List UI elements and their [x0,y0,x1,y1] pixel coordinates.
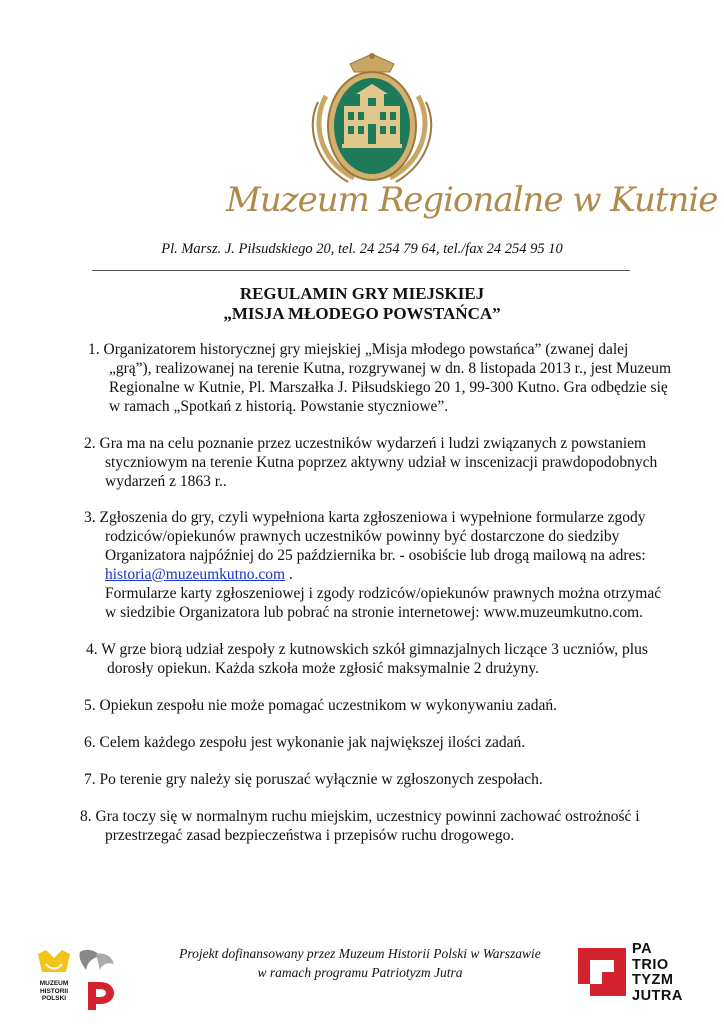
rule-text-continued: Formularze karty zgłoszeniowej i zgody rodziców/opiekunów prawnych można otrzymać w siedzibie Organizatora lub pobrać na stronie internetowej: www.muzeumkutno.com. [105,585,662,621]
mhp-emblem-icon [34,946,124,980]
rule-item [84,508,672,622]
museum-logo-text: Muzeum Regionalne w Kutnie [226,180,718,220]
rule-text: Celem każdego zespołu jest wykonanie jak największej ilości zadań. [99,734,526,751]
rule-number: 7. [84,771,96,788]
pt-letter-line: JUTRA [632,987,683,1004]
mhp-label-line: POLSKI [41,995,67,1002]
rule-item [84,770,672,789]
rule-text: Po terenie gry należy się poruszać wyłącznie w zgłoszonych zespołach. [99,771,543,788]
mhp-label [34,980,74,1003]
email-suffix: . [285,566,293,583]
pt-letter-line: TYZM [632,972,674,988]
muzeum-historii-polski-logo [34,946,124,1012]
rule-number: 4. [86,641,98,658]
rule-text: Gra ma na celu poznanie przez uczestników wydarzeń i ludzi związanych z powstaniem styczniowym na terenie Kutna poprzez aktywny udział w inscenizacji prawdopodobnych wydarzeń z 1863 r.. [99,435,658,490]
rule-number: 6. [84,734,96,751]
email-link[interactable]: historia@muzeumkutno.com [105,566,286,583]
patriotyzm-jutra-logo [576,940,696,1010]
museum-address: Pl. Marsz. J. Piłsudskiego 20, tel. 24 254 79 64, tel./fax 24 254 95 10 [161,241,563,257]
rule-item [88,340,672,416]
patriotyzm-emblem-icon [576,940,632,1006]
rule-text: Gra toczy się w normalnym ruchu miejskim, uczestnicy powinni zachować ostrożność i przestrzegać zasad bezpieczeństwa i przepisów ruchu drogowego. [95,808,640,844]
rule-text: Organizatorem historycznej gry miejskiej „Misja młodego powstańca” (zwanej dalej „grą”), realizowanej na terenie Kutna, rozgrywanej w dn. 8 listopada 2013 r., jest Muzeum Regionalne w Kutnie, Pl. Marszałka J. Piłsudskiego 20 1, 99-300 Kutno. Gra odbędzie się w ramach „Spotkań z historią. Powstanie styczniowe”. [103,341,672,415]
document-title: REGULAMIN GRY MIEJSKIEJ [239,284,485,303]
footer-line: w ramach programu Patriotyzm Jutra [257,965,463,980]
mhp-label-line: MUZEUM [39,980,69,987]
rule-number: 1. [88,341,100,358]
rule-item [84,733,672,752]
museum-emblem-icon [222,50,522,190]
rule-item [84,434,672,491]
rule-item [84,696,672,715]
rule-number: 5. [84,697,96,714]
pt-letter-line: PA [632,941,653,957]
rule-text: W grze biorą udział zespoły z kutnowskich szkół gimnazjalnych liczące 3 uczniów, plus dorosły opiekun. Każda szkoła może zgłosić maksymalnie 2 drużyny. [101,641,648,677]
rule-item [86,640,672,678]
document-subtitle: „MISJA MŁODEGO POWSTAŃCA” [223,304,501,323]
footer-note [130,944,590,982]
rule-item [80,807,672,845]
pt-letter-line: TRIO [632,956,669,973]
mhp-label-line: HISTORII [39,987,69,995]
rule-number: 2. [84,435,96,452]
rule-text: Opiekun zespołu nie może pomagać uczestnikom w wykonywaniu zadań. [99,697,558,714]
rule-number: 8. [80,808,92,825]
footer-line: Projekt dofinansowany przez Muzeum Historii Polski w Warszawie [179,946,541,961]
rule-text: Zgłoszenia do gry, czyli wypełniona karta zgłoszeniowa i wypełnione formularze zgody rodziców/opiekunów prawnych uczestników powinny być dostarczone do siedziby Organizatora najpóźniej do 25 października br. - osobiście lub drogą mailową na adres: [99,509,646,564]
header-divider [92,270,630,271]
rules-list [80,340,672,845]
patriotyzm-jutra-wordmark [632,942,683,1004]
rule-number: 3. [84,509,96,526]
